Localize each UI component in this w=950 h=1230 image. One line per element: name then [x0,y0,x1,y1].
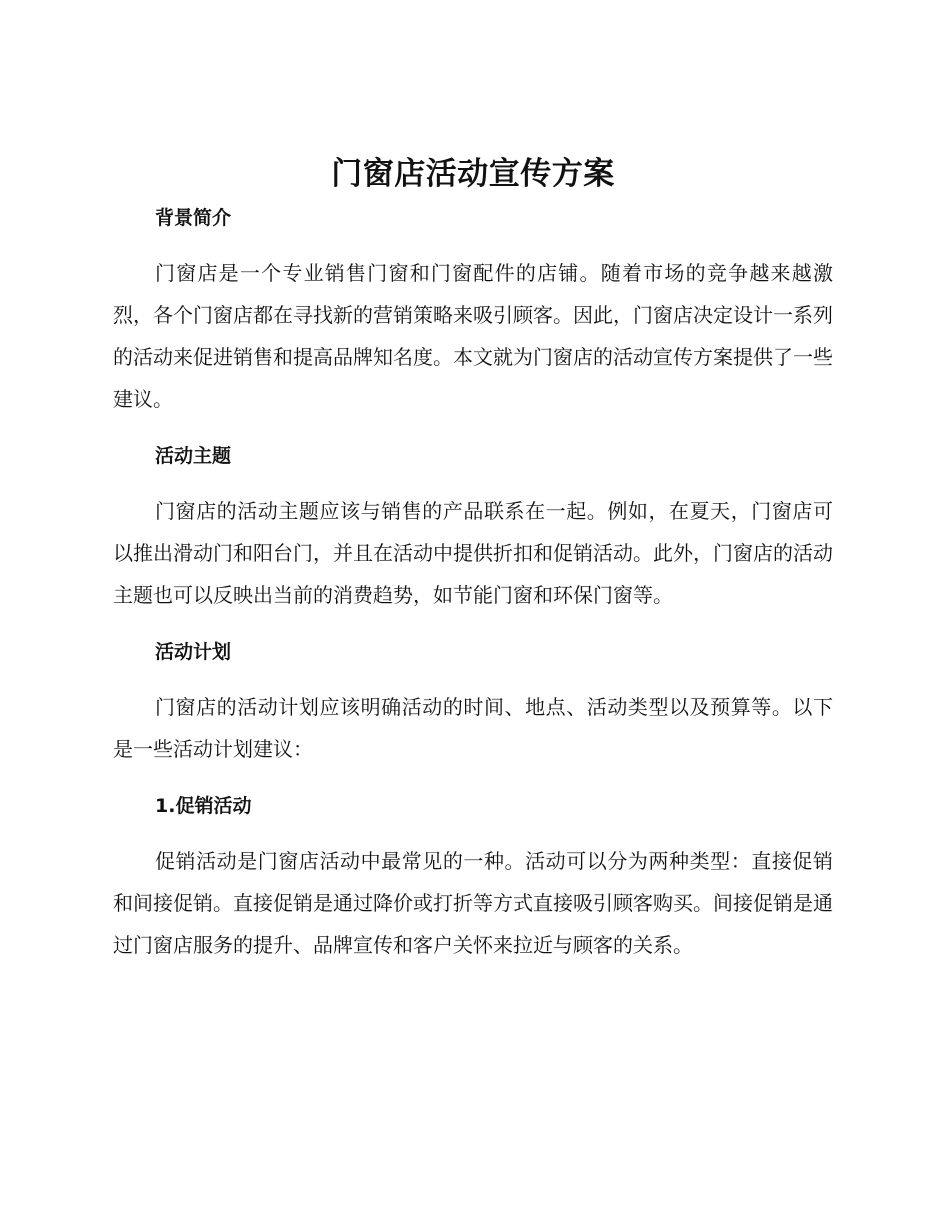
section-heading-theme: 活动主题 [155,445,232,467]
document-body [113,150,833,966]
section-paragraph-theme: 门窗店的活动主题应该与销售的产品联系在一起。例如，在夏天，门窗店可以推出滑动门和阳台门，并且在活动中提供折扣和促销活动。此外，门窗店的活动主题也可以反映出当前的消费趋势，如节能门窗和环保门窗等。 [113,499,833,607]
section-paragraph-background: 门窗店是一个专业销售门窗和门窗配件的店铺。随着市场的竞争越来越激烈，各个门窗店都在寻找新的营销策略来吸引顾客。因此，门窗店决定设计一系列的活动来促进销售和提高品牌知名度。本文就为门窗店的活动宣传方案提供了一些建议。 [113,261,833,411]
section-paragraph-promotion: 促销活动是门窗店活动中最常见的一种。活动可以分为两种类型：直接促销和间接促销。直接促销是通过降价或打折等方式直接吸引顾客购买。间接促销是通过门窗店服务的提升、品牌宣传和客户关怀来拉近与顾客的关系。 [113,849,833,957]
document-title: 门窗店活动宣传方案 [331,156,615,192]
section-paragraph-plan: 门窗店的活动计划应该明确活动的时间、地点、活动类型以及预算等。以下是一些活动计划建议： [113,695,833,761]
section-heading-promotion: 1.促销活动 [155,795,252,817]
section-heading-plan: 活动计划 [155,641,232,663]
section-heading-background: 背景简介 [155,207,232,229]
